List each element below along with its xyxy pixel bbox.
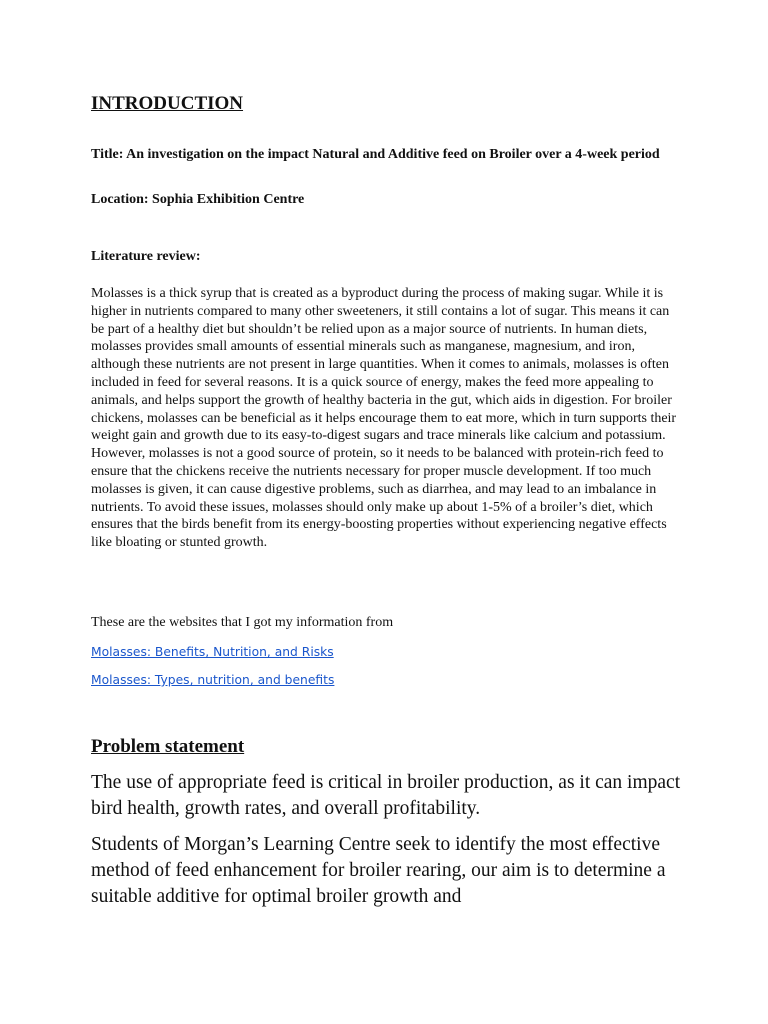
location-line: Location: Sophia Exhibition Centre xyxy=(91,192,305,207)
source-link-1[interactable]: Molasses: Benefits, Nutrition, and Risks xyxy=(91,645,334,659)
title-line: Title: An investigation on the impact Natural and Additive feed on Broiler over a 4-week period xyxy=(91,147,660,162)
problem-paragraph-1: The use of appropriate feed is critical in broiler production, as it can impact bird health, growth rates, and overall profitability. xyxy=(91,772,681,819)
literature-review-paragraph: Molasses is a thick syrup that is created as a byproduct during the process of making sugar. While it is higher in nutrients compared to many other sweeteners, it still contains a lot of sugar. This means it can be part of a healthy diet but shouldn’t be relied upon as a major source of nutrients. In human diets, molasses provides small amounts of essential minerals such as manganese, magnesium, and iron, although these nutrients are not present in large quantities. When it comes to animals, molasses is often included in feed for several reasons. It is a quick source of energy, makes the feed more appealing to animals, and helps support the growth of healthy bacteria in the gut, which aids in digestion. For broiler chickens, molasses can be beneficial as it helps encourage them to eat more, which in turn supports their weight gain and growth due to its easy-to-digest sugars and trace minerals like calcium and potassium. However, molasses is not a good source of protein, so it needs to be balanced with protein-rich feed to ensure that the chickens receive the nutrients necessary for proper muscle development. If too much molasses is given, it can cause digestive problems, such as diarrhea, and may lead to an imbalance in nutrients. To avoid these issues, molasses should only make up about 1-5% of a broiler’s diet, which ensures that the birds benefit from its energy-boosting properties without experiencing negative effects like bloating or stunted growth. xyxy=(91,286,677,551)
sources-intro-text: These are the websites that I got my information from xyxy=(91,615,394,630)
introduction-heading: INTRODUCTION xyxy=(91,93,244,114)
source-link-2[interactable]: Molasses: Types, nutrition, and benefits xyxy=(91,673,335,687)
problem-paragraph-2: Students of Morgan’s Learning Centre seek to identify the most effective method of feed enhancement for broiler rearing, our aim is to determine a suitable additive for optimal broiler growth and xyxy=(91,834,666,907)
problem-statement-heading: Problem statement xyxy=(91,736,245,757)
literature-review-heading: Literature review: xyxy=(91,249,201,264)
